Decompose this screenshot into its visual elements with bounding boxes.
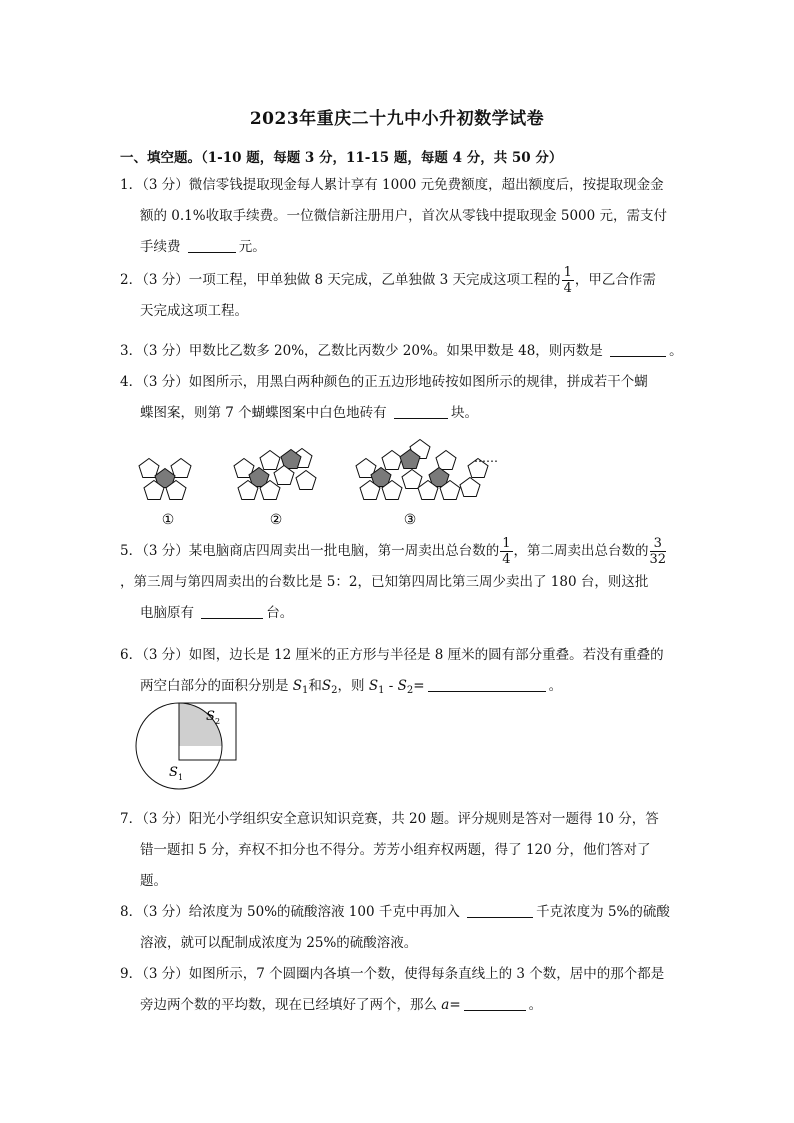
question-9 (120, 959, 676, 1021)
figure-label-1: ① (161, 512, 175, 528)
label-s2: S (206, 709, 215, 724)
butterfly-2 (234, 449, 316, 500)
q4-line-2: 蝶图案，则第 7 个蝴蝶图案中白色地砖有 块。 (140, 405, 478, 421)
question-1-text (120, 170, 676, 263)
question-7 (120, 804, 676, 897)
question-5 (120, 536, 676, 629)
fraction: $\frac{1}{4}$ (563, 265, 572, 296)
q1-line-3: 手续费 元。 (140, 239, 266, 255)
butterfly-pattern-figure (130, 436, 510, 532)
q2-line-1: 2．（3 分）一项工程，甲单独做 8 天完成，乙单独做 3 天完成这项工程的 $\frac{1}{4}$ ，甲乙合作需 (120, 265, 656, 296)
continuation-dots: …… (474, 451, 498, 465)
answer-blank[interactable] (201, 603, 263, 619)
q3-line-1: 3．（3 分）甲数比乙数多 20%，乙数比丙数少 20%。如果甲数是 48，则丙数是 。 (120, 343, 683, 359)
q5-line-2: ，第三周与第四周卖出的台数比是 5：2，已知第四周比第三周少卖出了 180 台，则这批 (120, 574, 649, 590)
question-6 (120, 640, 676, 706)
question-8 (120, 897, 676, 959)
q8-line-2: 溶液，就可以配制成浓度为 25%的硫酸溶液。 (140, 935, 418, 951)
question-2 (120, 265, 676, 327)
page-title: 2023年重庆二十九中小升初数学试卷 (249, 109, 545, 129)
q9-line-2: 旁边两个数的平均数，现在已经填好了两个，那么 a= 。 (140, 997, 543, 1013)
square-circle-figure (133, 700, 243, 792)
answer-blank[interactable] (464, 995, 526, 1011)
answer-blank[interactable] (188, 237, 236, 253)
figure-label-2: ② (269, 512, 283, 528)
q1-line-2: 额的 0.1%收取手续费。一位微信新注册用户，首次从零钱中提取现金 5000 元，需支付 (140, 208, 668, 224)
answer-blank[interactable] (610, 341, 666, 357)
answer-blank[interactable] (428, 676, 546, 692)
answer-blank[interactable] (394, 403, 448, 419)
answer-blank[interactable] (467, 902, 533, 918)
q5-line-3: 电脑原有 台。 (140, 605, 294, 621)
question-3 (120, 336, 683, 367)
question-4 (120, 367, 676, 429)
fraction: $\frac{1}{4}$ (502, 536, 511, 567)
q7-line-3: 题。 (140, 873, 167, 889)
q9-line-1: 9．（3 分）如图所示，7 个圆圈内各填一个数，使得每条直线上的 3 个数，居中的那个都是 (120, 966, 665, 982)
q5-line-1: 5．（3 分）某电脑商店四周卖出一批电脑，第一周卖出总台数的 $\frac{1}{4}$ ，第二周卖出总台数的 $\frac{3}{32}$ (120, 536, 667, 567)
figure-label-3: ③ (403, 512, 417, 528)
q6-line-1: 6．（3 分）如图，边长是 12 厘米的正方形与半径是 8 厘米的圆有部分重叠。若没有重叠的 (120, 647, 664, 663)
label-s1-sub: 1 (178, 773, 184, 782)
q7-line-2: 错一题扣 5 分，弃权不扣分也不得分。芳芳小组弃权两题，得了 120 分，他们答对了 (140, 842, 651, 858)
q1-line-1: 1．（3 分）微信零钱提取现金每人累计享有 1000 元免费额度，超出额度后，按提取现金金 (120, 177, 664, 193)
q7-line-1: 7．（3 分）阳光小学组织安全意识知识竞赛，共 20 题。评分规则是答对一题得 10 分，答 (120, 811, 659, 827)
butterfly-1 (139, 459, 191, 500)
fraction: $\frac{3}{32}$ (649, 536, 667, 567)
butterfly-3 (356, 440, 488, 500)
q6-line-2: 两空白部分的面积分别是 $S_1$和$S_2$，则 $S_1 - S_2=$ 。 (140, 678, 563, 696)
label-s2-sub: 2 (215, 717, 221, 726)
q8-line-1: 8．（3 分）给浓度为 50%的硫酸溶液 100 千克中再加入 千克浓度为 5%的硫酸 (120, 904, 670, 920)
label-s1: S (169, 765, 178, 780)
q2-line-2: 天完成这项工程。 (140, 303, 248, 319)
section-heading: 一、填空题。（1-10 题，每题 3 分，11-15 题，每题 4 分，共 50 分） (120, 150, 563, 166)
q4-line-1: 4．（3 分）如图所示，用黑白两种颜色的正五边形地砖按如图所示的规律，拼成若干个蝴 (120, 374, 648, 390)
